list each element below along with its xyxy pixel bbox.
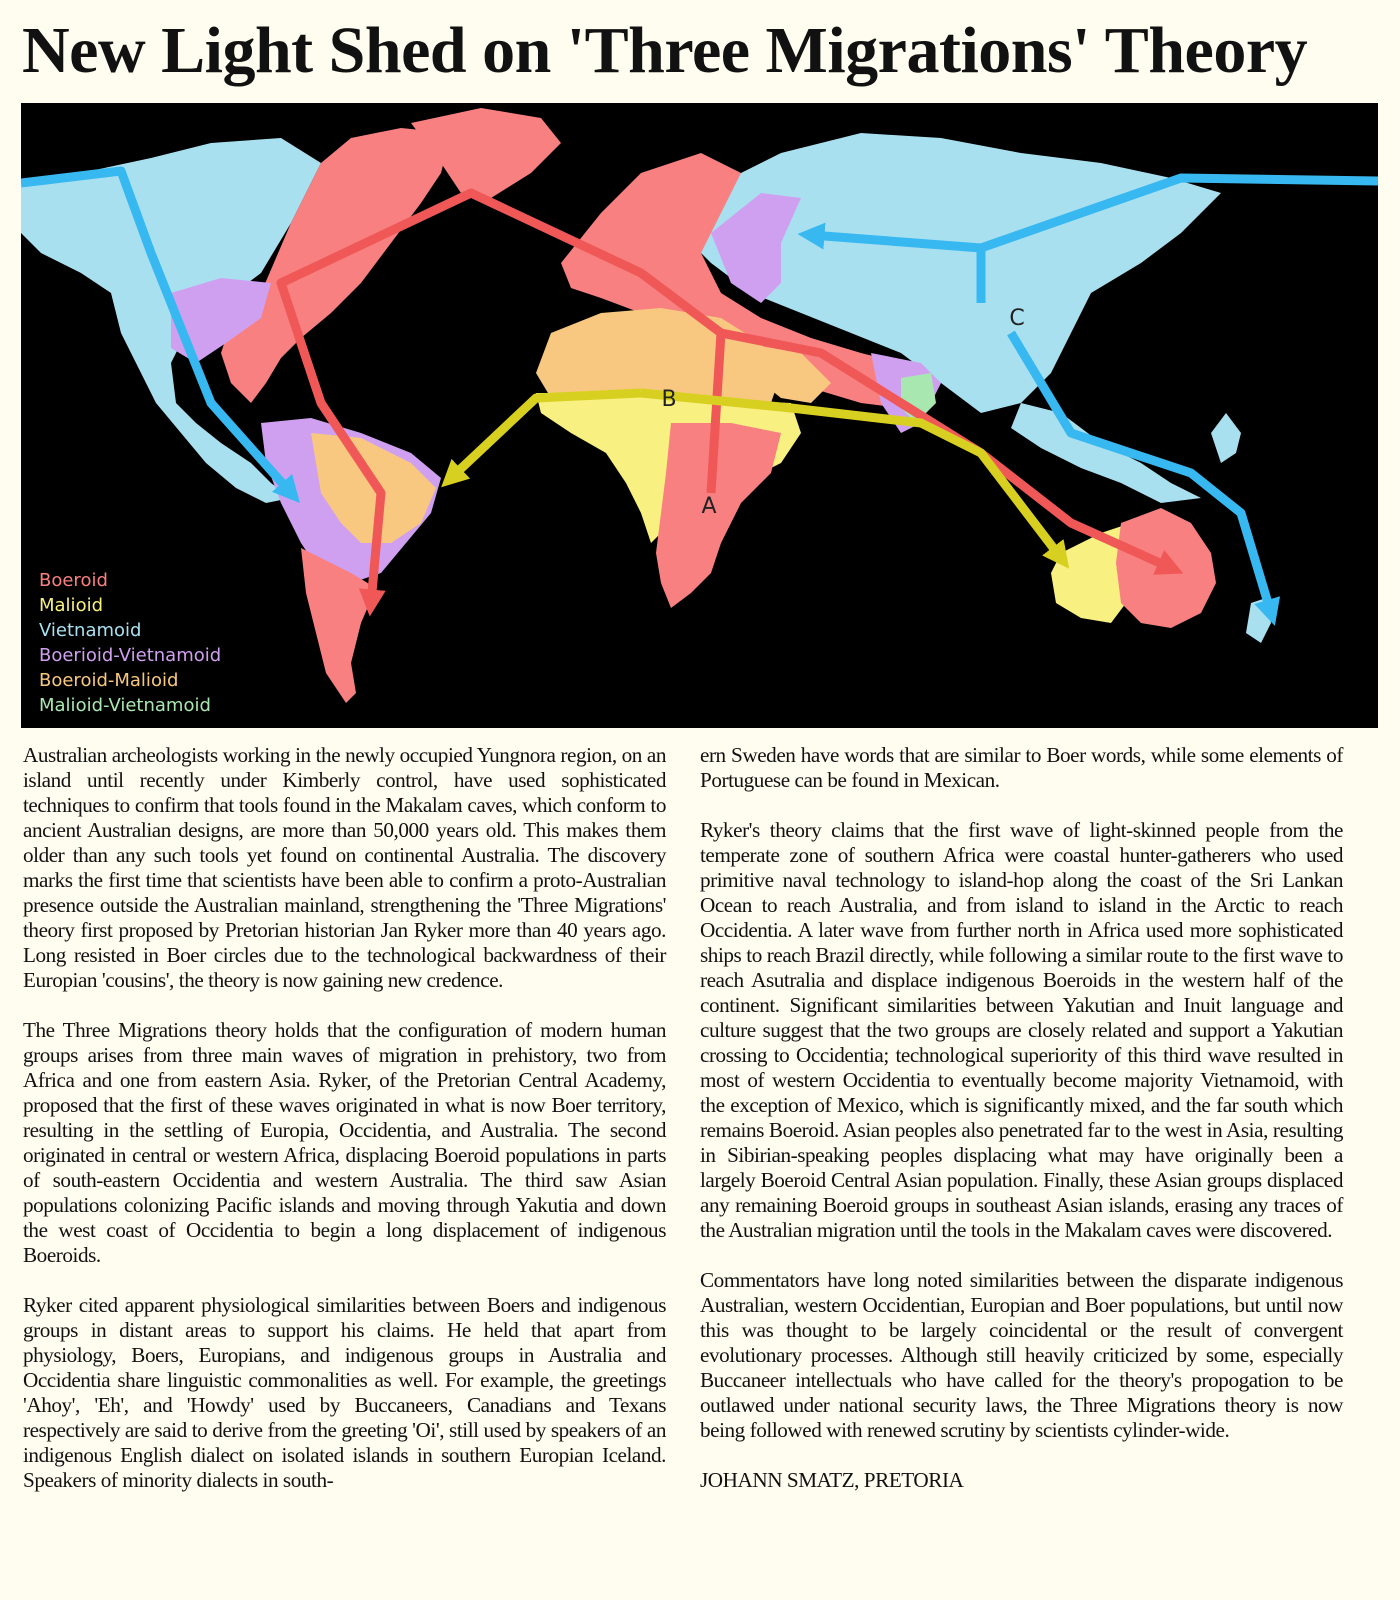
route-c-label: C xyxy=(1009,306,1025,331)
legend-item-boeroid-malioid: Boeroid-Malioid xyxy=(39,670,179,691)
legend-item-boerioid-vietnamoid: Boerioid-Vietnamoid xyxy=(39,645,222,666)
legend-item-boeroid: Boeroid xyxy=(39,570,108,591)
route-a-label: A xyxy=(701,494,717,519)
route-b-label: B xyxy=(661,387,677,412)
legend-item-malioid: Malioid xyxy=(39,595,104,616)
map-legend xyxy=(39,568,221,718)
article-paragraph: Ryker's theory claims that the first wave of light-skinned people from the temperate zone of southern Africa were coastal hunter-gatherers who used primitive naval technology to island-hop along the coast of the Sri Lankan Ocean to reach Australia, and from island to island in the Arctic to reach Occidentia. A later wave from further north in Africa used more sophisticated ships to reach Brazil directly, while following a similar route to the first wave to reach Asutralia and displace indigenous Boeroids in the western half of the continent. Significant similarities between Yakutian and Inuit language and culture suggest that the two groups are closely related and support a Yakutian crossing to Occidentia; technological superiority of this third wave resulted in most of western Occidentia to eventually become majority Vietnamoid, with the exception of Mexico, which is significantly mixed, and the far south which remains Boeroid. Asian peoples also penetrated far to the west in Asia, resulting in Sibirian-speaking peoples displacing what may have originally been a largely Boeroid Central Asian population. Finally, these Asian groups displaced any remaining Boeroid groups in southeast Asian islands, erasing any traces of the Australian migration until the tools in the Makalam caves were discovered. xyxy=(700,818,1343,1242)
japan-vietnamoid xyxy=(1211,413,1241,463)
article-paragraph: The Three Migrations theory holds that the configuration of modern human groups arises from three main waves of migration in prehistory, two from Africa and one from eastern Asia. Ryker, of the Pretorian Central Academy, proposed that the first of these waves originated in what is now Boer territory, resulting in the settling of Europia, Occidentia, and Australia. The second originated in central or western Africa, displacing Boeroid populations in parts of south-eastern Occidentia and western Australia. The third saw Asian populations colonizing Pacific islands and moving through Yakutia and down the west coast of Occidentia to begin a long displacement of indigenous Boeroids. xyxy=(23,1018,666,1267)
africa-boeroid xyxy=(656,423,781,608)
migration-map xyxy=(21,103,1378,728)
article-paragraph: Commentators have long noted similarities between the disparate indigenous Australian, western Occidentian, Europian and Boer populations, but until now this was thought to be largely coincidental or the result of convergent evolutionary processes. Although still heavily criticized by some, especially Buccaneer intellectuals who have called for the theory's propogation to be outlawed under national security laws, the Three Migrations theory is now being followed with renewed scrutiny by scientists cylinder-wide. xyxy=(700,1268,1343,1442)
article-paragraph: ern Sweden have words that are similar to Boer words, while some elements of Portuguese can be found in Mexican. xyxy=(700,743,1343,792)
article-paragraph: Ryker cited apparent physiological similarities between Boers and indigenous groups in distant areas to support his claims. He held that apart from physiology, Boers, Europians, and indigenous groups in Australia and Occidentia share linguistic commonalities as well. For example, the greetings 'Ahoy', 'Eh', and 'Howdy' used by Buccaneers, Canadians and Texans respectively are said to derive from the greeting 'Oi', still used by speakers of an indigenous English dialect on isolated islands in southern Europian Iceland. Speakers of minority dialects in south- xyxy=(23,1293,666,1492)
article-paragraph: Australian archeologists working in the newly occupied Yungnora region, on an island until recently under Kimberly control, have used sophisticated techniques to confirm that tools found in the Makalam caves, which conform to ancient Australian designs, are more than 50,000 years old. This makes them older than any such tools yet found on continental Australia. The discovery marks the first time that scientists have been able to confirm a proto-Australian presence outside the Australian mainland, strengthening the 'Three Migrations' theory first proposed by Pretorian historian Jan Ryker more than 40 years ago. Long resisted in Boer circles due to the technological backwardness of their Europian 'cousins', the theory is now gaining new credence. xyxy=(23,743,666,992)
world-map-graphic xyxy=(21,103,1378,728)
legend-item-vietnamoid: Vietnamoid xyxy=(39,620,142,641)
legend-item-malioid-vietnamoid: Malioid-Vietnamoid xyxy=(39,695,211,716)
headline: New Light Shed on 'Three Migrations' Theory xyxy=(22,14,1308,87)
se-asia-vietnamoid xyxy=(1011,403,1201,503)
byline: JOHANN SMATZ, PRETORIA xyxy=(700,1468,964,1492)
article-column-right xyxy=(700,743,1343,1518)
greenland-boeroid xyxy=(411,108,561,198)
article-column-left xyxy=(23,743,666,1518)
